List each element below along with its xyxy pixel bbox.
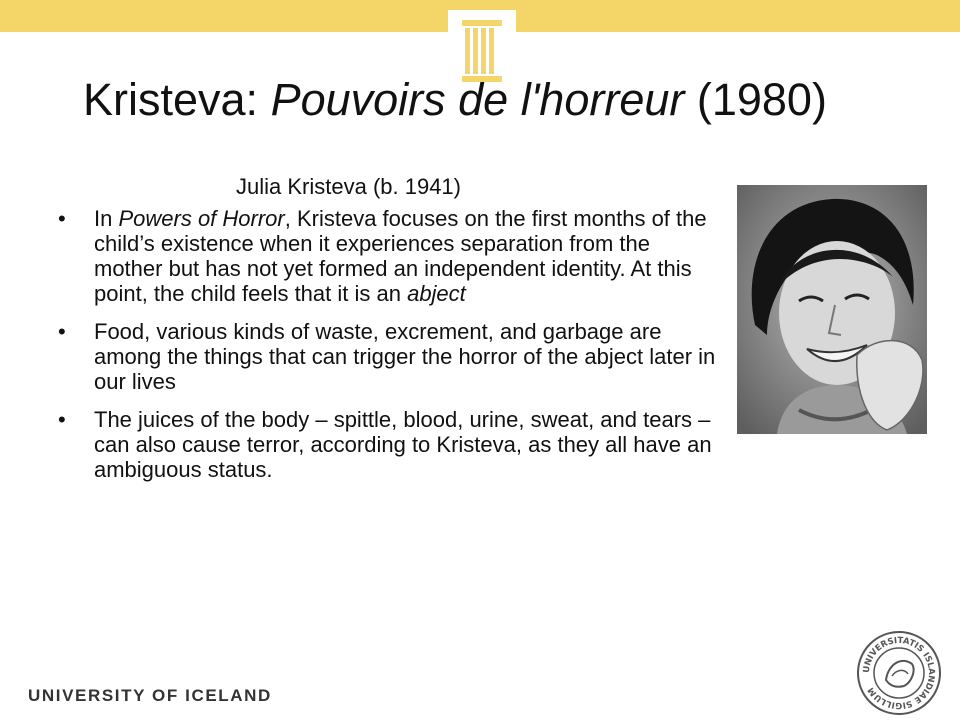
svg-text:UNIVERSITATIS ISLANDIAE SIGILL: UNIVERSITATIS ISLANDIAE SIGILLUM	[861, 635, 937, 711]
bullet-item: • In Powers of Horror, Kristeva focuses on the first months of the child’s existence when it experiences separation from the mother but has not yet formed an independent identity. At this point, the child feels that it is an abject	[58, 206, 707, 306]
bullet-list	[52, 206, 722, 495]
bullet-item: • Food, various kinds of waste, excrement, and garbage are among the things that can trigger the horror of the abject later in our lives	[58, 319, 716, 394]
university-seal-icon	[856, 630, 942, 716]
bullet-marker: •	[58, 319, 66, 344]
bullet-marker: •	[58, 407, 66, 432]
bullet-item: • The juices of the body – spittle, blood, urine, sweat, and tears – can also cause terror, according to Kristeva, as they all have an ambiguous status.	[58, 407, 712, 482]
bullet-marker: •	[58, 206, 66, 231]
university-wordmark: UNIVERSITY OF ICELAND	[28, 686, 272, 705]
portrait-photo	[737, 185, 927, 434]
photo-caption: Julia Kristeva (b. 1941)	[236, 174, 461, 199]
slide-title: Kristeva: Pouvoirs de l'horreur (1980)	[83, 74, 827, 125]
